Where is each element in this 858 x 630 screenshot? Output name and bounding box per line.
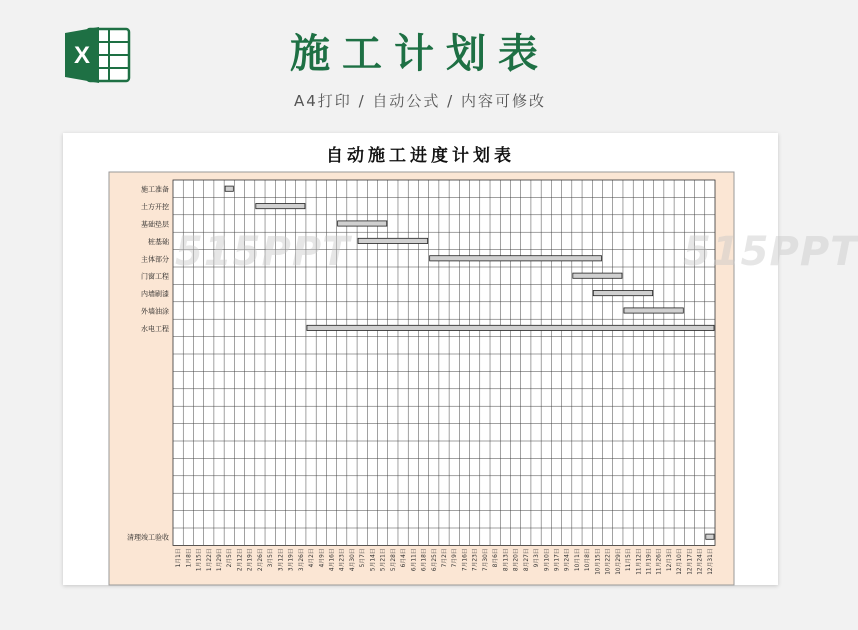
date-tick-label: 3月26日 (298, 548, 305, 572)
date-tick-label: 1月1日 (176, 548, 183, 568)
task-label: 主体部分 (141, 255, 169, 264)
task-bar (706, 534, 714, 539)
date-tick-label: 2月19日 (247, 548, 254, 572)
date-tick-label: 4月23日 (339, 548, 346, 572)
task-label: 门窗工程 (141, 272, 169, 281)
date-tick-label: 6月11日 (411, 548, 418, 572)
watermark-left: 515PPT (175, 229, 351, 275)
task-label: 施工准备 (141, 185, 169, 194)
date-tick-label: 1月15日 (196, 548, 203, 572)
task-label: 土方开挖 (141, 203, 169, 212)
date-tick-label: 10月29日 (615, 548, 622, 575)
date-tick-label: 4月16日 (329, 548, 336, 572)
task-label: 桩基础 (148, 237, 169, 246)
task-bar (573, 273, 622, 278)
date-tick-label: 10月8日 (585, 548, 592, 572)
date-tick-label: 6月4日 (401, 548, 408, 568)
date-tick-label: 3月12日 (278, 548, 285, 572)
date-tick-label: 6月25日 (431, 548, 438, 572)
watermark-right: 515PPT (683, 229, 858, 275)
date-tick-label: 5月21日 (380, 548, 387, 572)
task-label: 内墙刷漆 (141, 290, 169, 299)
date-tick-label: 12月31日 (707, 548, 714, 575)
date-tick-label: 5月7日 (360, 548, 367, 568)
date-tick-label: 10月15日 (595, 548, 602, 575)
document-title: 自动施工进度计划表 (326, 146, 515, 166)
page-subtitle: A4打印 / 自动公式 / 内容可修改 (294, 92, 546, 110)
date-tick-label: 1月29日 (217, 548, 224, 572)
gantt-chart (63, 133, 778, 585)
page-title: 施工计划表 (290, 30, 550, 77)
date-tick-label: 2月12日 (237, 548, 244, 572)
logo-letter: X (73, 42, 91, 69)
date-tick-label: 12月24日 (697, 548, 704, 575)
date-tick-label: 9月17日 (554, 548, 561, 572)
date-tick-label: 8月27日 (523, 548, 530, 572)
date-tick-label: 12月3日 (666, 548, 673, 572)
date-tick-label: 4月30日 (349, 548, 356, 572)
date-tick-label: 6月18日 (421, 548, 428, 572)
task-bar (624, 308, 683, 313)
date-tick-label: 10月1日 (574, 548, 581, 572)
date-tick-label: 8月6日 (493, 548, 500, 568)
date-tick-label: 1月8日 (186, 548, 193, 568)
date-tick-label: 12月10日 (677, 548, 684, 575)
date-tick-label: 4月2日 (309, 548, 316, 568)
date-tick-label: 2月26日 (257, 548, 264, 572)
date-tick-label: 10月22日 (605, 548, 612, 575)
task-bar (256, 204, 305, 209)
date-tick-label: 9月10日 (544, 548, 551, 572)
date-tick-label: 4月9日 (319, 548, 326, 568)
task-label: 基础垫层 (141, 220, 169, 229)
date-tick-label: 9月24日 (564, 548, 571, 572)
date-tick-label: 3月19日 (288, 548, 295, 572)
task-label: 清理竣工验收 (127, 533, 169, 542)
date-tick-label: 11月19日 (646, 548, 653, 575)
date-tick-label: 1月22日 (206, 548, 213, 572)
date-tick-label: 2月5日 (227, 548, 234, 568)
date-tick-label: 7月16日 (462, 548, 469, 572)
date-tick-label: 3月5日 (268, 548, 275, 568)
date-tick-label: 12月17日 (687, 548, 694, 575)
date-tick-label: 7月23日 (472, 548, 479, 572)
date-tick-label: 5月14日 (370, 548, 377, 572)
task-bar (338, 221, 387, 226)
date-tick-label: 8月13日 (503, 548, 510, 572)
date-tick-label: 7月30日 (482, 548, 489, 572)
task-bar (307, 325, 714, 330)
task-bar (593, 291, 652, 296)
task-bar (430, 256, 602, 261)
date-tick-label: 11月5日 (626, 548, 633, 572)
task-label: 外墙油涂 (141, 307, 169, 316)
date-tick-label: 8月20日 (513, 548, 520, 572)
date-tick-label: 11月26日 (656, 548, 663, 575)
task-label: 水电工程 (141, 324, 169, 333)
date-tick-label: 7月9日 (452, 548, 459, 568)
date-tick-label: 11月12日 (636, 548, 643, 575)
date-tick-label: 7月2日 (442, 548, 448, 568)
grid-area (173, 180, 715, 545)
task-bar (358, 238, 428, 243)
date-tick-label: 9月3日 (534, 548, 541, 568)
task-bar (225, 186, 233, 191)
spreadsheet-preview (63, 133, 858, 585)
date-tick-label: 5月28日 (390, 548, 397, 572)
